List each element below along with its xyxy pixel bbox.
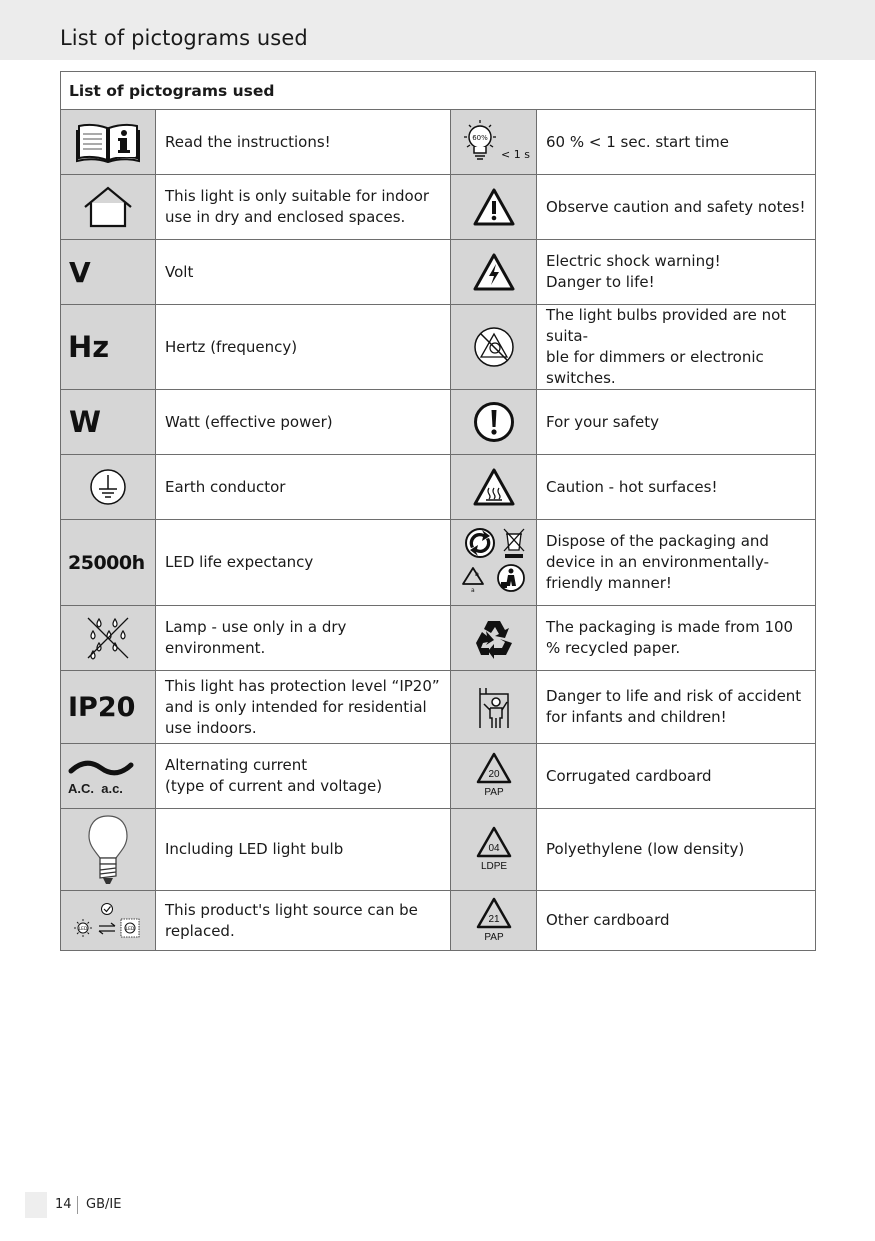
ip-rating-symbol: IP20 [68, 691, 136, 723]
pictogram-cell [451, 809, 537, 891]
table-row [61, 390, 816, 455]
pictogram-cell [451, 520, 537, 606]
alternating-current-icon [68, 757, 134, 779]
table-row [61, 240, 816, 305]
alternating-current-label: A.C. a.c. [68, 780, 123, 796]
pictogram-description: Volt [156, 240, 451, 305]
recycle-letter-a: a [470, 586, 475, 594]
table-header: List of pictograms used [61, 72, 816, 110]
pictogram-description: Polyethylene (low density) [537, 809, 816, 891]
dry-environment-icon [85, 615, 131, 661]
pictogram-cell [451, 240, 537, 305]
pictogram-description: LED life expectancy [156, 520, 451, 606]
pictogram-description: For your safety [537, 390, 816, 455]
electric-shock-icon [472, 252, 516, 292]
pictogram-cell [451, 671, 537, 744]
pictogram-cell [451, 606, 537, 671]
bulb-start-time-icon [456, 117, 532, 167]
pictogram-description: Watt (effective power) [156, 390, 451, 455]
recycle-04-icon [472, 824, 516, 876]
exclamation-circle-icon [472, 400, 516, 444]
pictogram-description: 60 % < 1 sec. start time [537, 110, 816, 175]
pictogram-cell [451, 455, 537, 520]
bulb-percent-label: 60% [471, 134, 488, 142]
hertz-symbol: Hz [68, 330, 110, 364]
pictogram-description: Hertz (frequency) [156, 305, 451, 390]
earth-conductor-icon [88, 467, 128, 507]
watt-symbol: W [69, 405, 101, 439]
pictogram-description: Caution - hot surfaces! [537, 455, 816, 520]
footer-divider [77, 1196, 78, 1214]
pictogram-cell [61, 809, 156, 891]
pictogram-description: Read the instructions! [156, 110, 451, 175]
pictogram-cell [451, 744, 537, 809]
pictogram-cell [451, 175, 537, 240]
table-row [61, 891, 816, 951]
house-icon [82, 185, 134, 229]
recycle-21-icon [472, 895, 516, 947]
pictogram-cell [61, 455, 156, 520]
pictogram-table [60, 71, 816, 951]
pictogram-cell [61, 240, 156, 305]
pictogram-cell [61, 671, 156, 744]
no-dimmer-icon [472, 325, 516, 369]
footer-marker [25, 1192, 47, 1218]
pictogram-description: Lamp - use only in a dry environment. [156, 606, 451, 671]
pictogram-description: Dispose of the packaging and device in an environmentally-friendly manner! [537, 520, 816, 606]
recycle-code: 20 [487, 769, 500, 780]
pictogram-cell [451, 390, 537, 455]
pictogram-description: The packaging is made from 100 % recycled paper. [537, 606, 816, 671]
book-info-icon [75, 120, 141, 164]
pictogram-cell [451, 891, 537, 951]
pictogram-description: This light has protection level “IP20” and is only intended for residential use indoors. [156, 671, 451, 744]
replaceable-led-icon [70, 901, 146, 941]
table-row [61, 305, 816, 390]
table-row [61, 520, 816, 606]
pictogram-description: Including LED light bulb [156, 809, 451, 891]
pictogram-cell [451, 110, 537, 175]
led-bulb-icon [86, 812, 130, 888]
page-number: 14 [55, 1197, 72, 1212]
table-header-row [61, 72, 816, 110]
pictogram-description: Corrugated cardboard [537, 744, 816, 809]
volt-symbol: V [69, 255, 91, 289]
pictogram-cell [61, 891, 156, 951]
pictogram-cell [61, 390, 156, 455]
table-row [61, 175, 816, 240]
pictogram-cell [61, 606, 156, 671]
pictogram-description: Electric shock warning! Danger to life! [537, 240, 816, 305]
hot-surface-icon [472, 467, 516, 507]
recycle-code: 21 [487, 913, 500, 925]
pictogram-description: Other cardboard [537, 891, 816, 951]
pictogram-description: The light bulbs provided are not suita- ble for dimmers or electronic switches. [537, 305, 816, 390]
pictogram-description: Danger to life and risk of accident for infants and children! [537, 671, 816, 744]
table-row [61, 110, 816, 175]
pictogram-cell [61, 175, 156, 240]
pictogram-description: Observe caution and safety notes! [537, 175, 816, 240]
recycle-material: PAP [483, 787, 504, 798]
recycle-letter-b: b [474, 570, 479, 578]
pictogram-description: This product's light source can be replaced. [156, 891, 451, 951]
recycle-code: 04 [487, 842, 500, 854]
pictogram-description: Alternating current (type of current and voltage) [156, 744, 451, 809]
start-time-label: < 1 s [500, 148, 530, 161]
led-label: LED [125, 926, 135, 932]
recycle-material: LDPE [480, 860, 507, 872]
pictogram-description: This light is only suitable for indoor use in dry and enclosed spaces. [156, 175, 451, 240]
pictogram-description: Earth conductor [156, 455, 451, 520]
table-row [61, 606, 816, 671]
table-row [61, 455, 816, 520]
table-row [61, 671, 816, 744]
life-expectancy-symbol: 25000h [68, 551, 145, 574]
table-row [61, 809, 816, 891]
pictogram-cell [61, 744, 156, 809]
led-label: LED [78, 926, 88, 932]
region-code: GB/IE [86, 1197, 122, 1212]
child-danger-icon [474, 682, 514, 732]
disposal-icons [459, 526, 529, 600]
table-row [61, 744, 816, 809]
pictogram-cell [61, 520, 156, 606]
pictogram-cell [61, 305, 156, 390]
recycle-20-icon [472, 750, 516, 802]
recycled-paper-icon [472, 617, 516, 659]
warning-triangle-icon [472, 187, 516, 227]
recycle-material: PAP [483, 931, 504, 943]
page-title: List of pictograms used [60, 26, 308, 50]
pictogram-cell [61, 110, 156, 175]
pictogram-cell [451, 305, 537, 390]
